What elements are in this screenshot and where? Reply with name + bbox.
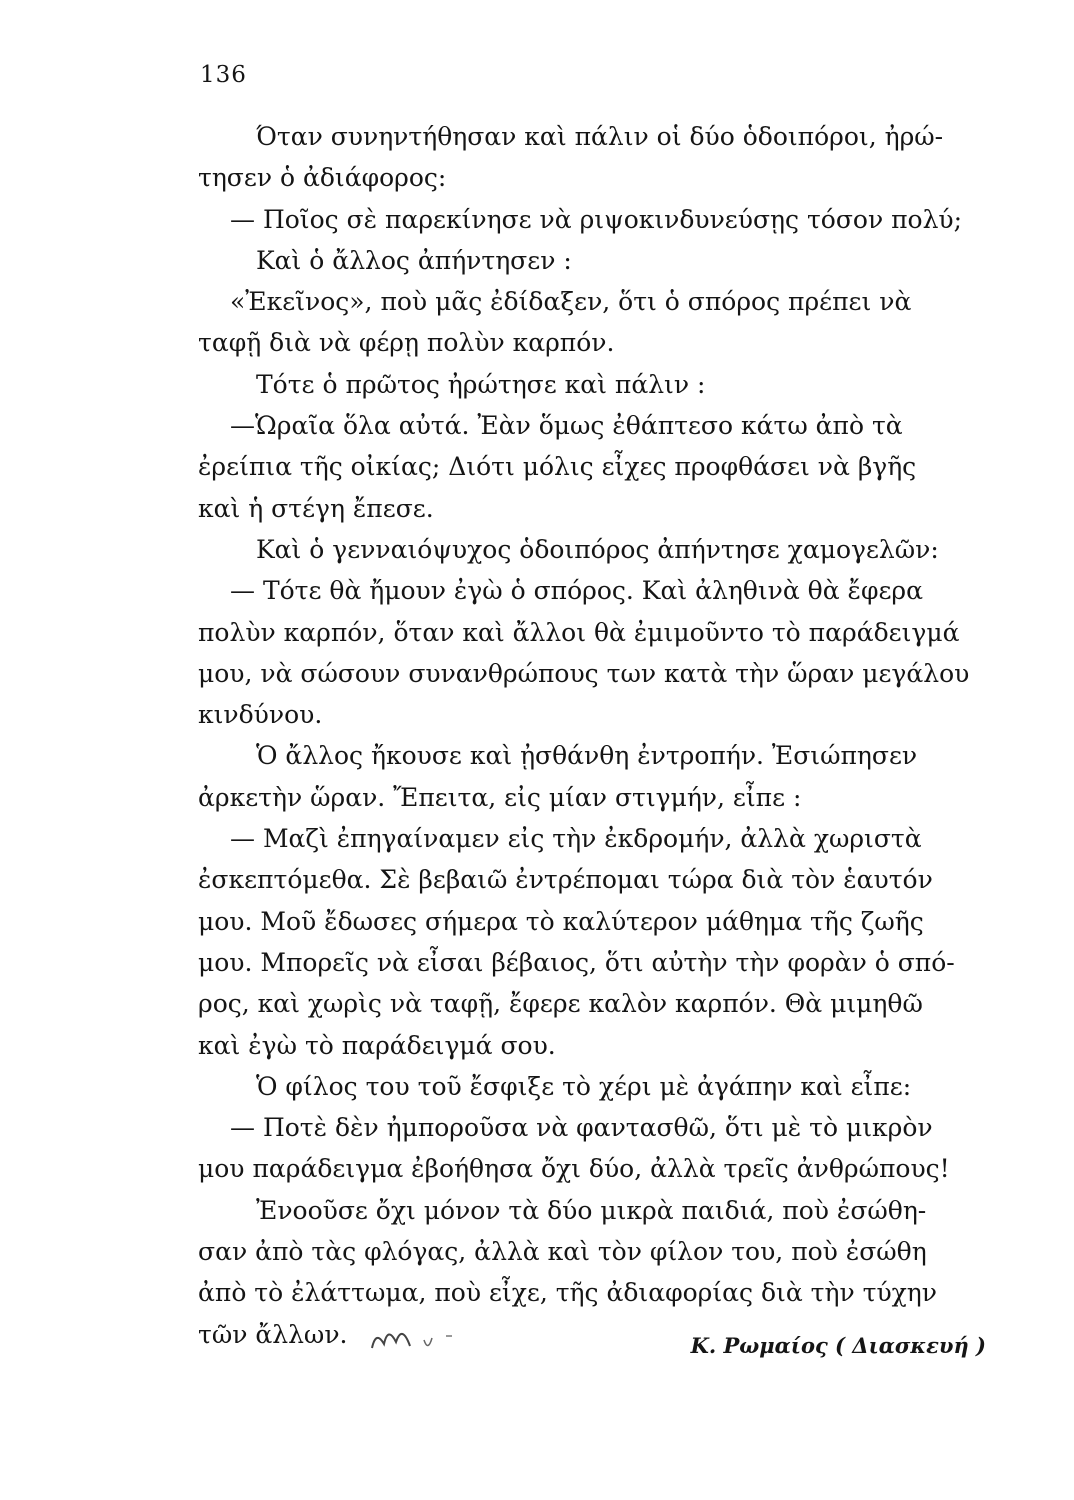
text-line: καὶ ἐγὼ τὸ παράδειγμά σου. [198,1030,556,1060]
text-line: — Ποτὲ δὲν ἠμποροῦσα νὰ φαντασθῶ, ὅτι μὲ τὸ μικρὸν [230,1113,933,1143]
text-line: τησεν ὁ ἀδιάφορος: [198,163,447,193]
page-number: 136 [200,62,247,88]
text-line: Καὶ ὁ ἄλλος ἀπήντησεν : [256,245,572,275]
text-line: μου. Μπορεῖς νὰ εἶσαι βέβαιος, ὅτι αὐτὴν τὴν φορὰν ὁ σπό- [198,947,955,977]
text-line: ἀρκετὴν ὥραν. Ἔπειτα, εἰς μίαν στιγμήν, εἶπε : [198,782,802,812]
text-line: «Ἐκεῖνος», ποὺ μᾶς ἐδίδαξεν, ὅτι ὁ σπόρος πρέπει νὰ [230,287,912,317]
text-line: μου παράδειγμα ἐβοήθησα ὄχι δύο, ἀλλὰ τρεῖς ἀνθρώπους! [198,1154,950,1184]
text-line: Ὁ φίλος του τοῦ ἔσφιξε τὸ χέρι μὲ ἀγάπην καὶ εἶπε: [256,1071,912,1101]
text-line: μου. Μοῦ ἔδωσες σήμερα τὸ καλύτερον μάθημα τῆς ζωῆς [198,906,924,936]
text-line: σαν ἀπὸ τὰς φλόγας, ἀλλὰ καὶ τὸν φίλον του, ποὺ ἐσώθη [198,1237,927,1267]
signature: Κ. Ρωμαίος ( Διασκευή ) [690,1333,986,1358]
text-line: — Μαζὶ ἐπηγαίναμεν εἰς τὴν ἐκδρομήν, ἀλλὰ χωριστὰ [230,824,922,854]
text-line: μου, νὰ σώσουν συνανθρώπους των κατὰ τὴν ὥραν μεγάλου [198,658,970,688]
handwritten-mark [366,1318,466,1358]
text-line: ἐρείπια τῆς οἰκίας; Διότι μόλις εἶχες προφθάσει νὰ βγῆς [198,452,917,482]
text-line: ταφῇ διὰ νὰ φέρῃ πολὺν καρπόν. [198,328,615,358]
text-line: Όταν συνηντήθησαν καὶ πάλιν οἱ δύο ὁδοιπόροι, ἠρώ- [256,122,944,151]
text-line: Καὶ ὁ γενναιόψυχος ὁδοιπόρος ἀπήντησε χαμογελῶν: [256,534,939,564]
text-line: Ἐνοοῦσε ὄχι μόνον τὰ δύο μικρὰ παιδιά, ποὺ ἐσώθη- [256,1195,927,1225]
text-line: τῶν ἄλλων. [198,1319,348,1349]
text-line: — Ποῖος σὲ παρεκίνησε νὰ ριψοκινδυνεύσῃς τόσον πολύ; [230,204,963,234]
text-line: καὶ ἡ στέγη ἔπεσε. [198,493,434,523]
text-line: Τότε ὁ πρῶτος ἠρώτησε καὶ πάλιν : [256,369,706,399]
text-line: πολὺν καρπόν, ὅταν καὶ ἄλλοι θὰ ἐμιμοῦντο τὸ παράδειγμά [198,617,960,647]
text-line: —Ὡραῖα ὅλα αὐτά. Ἐὰν ὅμως ἐθάπτεσο κάτω ἀπὸ τὰ [230,411,903,441]
text-line: Ὁ ἄλλος ἤκουσε καὶ ᾐσθάνθη ἐντροπήν. Ἐσιώπησεν [256,741,918,771]
text-line: ἀπὸ τὸ ἐλάττωμα, ποὺ εἶχε, τῆς ἀδιαφορίας διὰ τὴν τύχην [198,1278,937,1308]
text-line: — Τότε θὰ ἤμουν ἐγὼ ὁ σπόρος. Καὶ ἀληθινὰ θὰ ἔφερα [230,576,924,606]
text-line: ἐσκεπτόμεθα. Σὲ βεβαιῶ ἐντρέπομαι τώρα διὰ τὸν ἑαυτόν [198,865,933,895]
body-text [198,116,1018,1355]
text-line: ρος, καὶ χωρὶς νὰ ταφῇ, ἔφερε καλὸν καρπόν. Θὰ μιμηθῶ [198,989,923,1019]
text-line: κινδύνου. [198,700,323,730]
